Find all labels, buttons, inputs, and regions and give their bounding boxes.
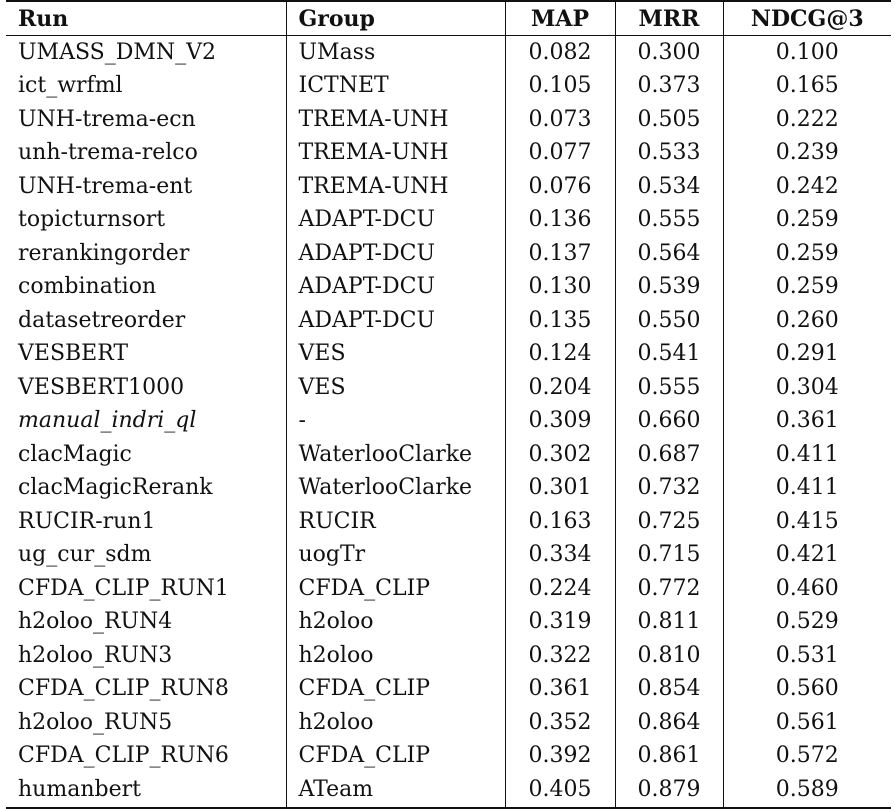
- cell-run: h2oloo_RUN4: [18, 609, 173, 635]
- cell-map: 0.076: [505, 170, 615, 204]
- cell-ndcg3: 0.165: [723, 70, 891, 104]
- table-row: [6, 271, 891, 305]
- cell-run: ug_cur_sdm: [18, 542, 152, 568]
- cell-mrr: 0.555: [615, 204, 723, 238]
- cell-group: TREMA-UNH: [286, 170, 505, 204]
- cell-run: combination: [18, 274, 157, 300]
- cell-run: UMASS_DMN_V2: [18, 39, 217, 65]
- cell-run: unh-trema-relco: [18, 140, 198, 166]
- table-row: [6, 606, 891, 640]
- cell-run: topicturnsort: [18, 207, 166, 233]
- cell-map: 0.352: [505, 706, 615, 740]
- cell-map: 0.322: [505, 639, 615, 673]
- cell-run: CFDA_CLIP_RUN8: [18, 676, 229, 702]
- cell-mrr: 0.725: [615, 505, 723, 539]
- cell-map: 0.301: [505, 472, 615, 506]
- cell-map: 0.163: [505, 505, 615, 539]
- cell-ndcg3: 0.260: [723, 304, 891, 338]
- cell-ndcg3: 0.529: [723, 606, 891, 640]
- header-group: Group: [286, 1, 505, 36]
- cell-mrr: 0.505: [615, 103, 723, 137]
- cell-mrr: 0.864: [615, 706, 723, 740]
- cell-ndcg3: 0.561: [723, 706, 891, 740]
- cell-ndcg3: 0.259: [723, 271, 891, 305]
- cell-run-italic-text: manual_indri_ql: [18, 408, 197, 434]
- cell-group: -: [286, 405, 505, 439]
- cell-map: 0.361: [505, 673, 615, 707]
- cell-map: 0.309: [505, 405, 615, 439]
- cell-map: 0.224: [505, 572, 615, 606]
- cell-ndcg3: 0.589: [723, 773, 891, 808]
- cell-ndcg3: 0.222: [723, 103, 891, 137]
- cell-mrr: 0.564: [615, 237, 723, 271]
- table-row: [6, 773, 891, 808]
- cell-mrr: 0.772: [615, 572, 723, 606]
- table-row: [6, 338, 891, 372]
- header-ndcg3: NDCG@3: [723, 1, 891, 36]
- cell-ndcg3: 0.572: [723, 740, 891, 774]
- table-row: [6, 472, 891, 506]
- cell-ndcg3: 0.242: [723, 170, 891, 204]
- cell-mrr: 0.550: [615, 304, 723, 338]
- cell-map: 0.073: [505, 103, 615, 137]
- cell-map: 0.136: [505, 204, 615, 238]
- table-row: [6, 740, 891, 774]
- cell-map: 0.137: [505, 237, 615, 271]
- header-map: MAP: [505, 1, 615, 36]
- cell-group: ADAPT-DCU: [286, 271, 505, 305]
- cell-run: UNH-trema-ecn: [18, 106, 196, 132]
- cell-ndcg3: 0.411: [723, 472, 891, 506]
- cell-map: 0.135: [505, 304, 615, 338]
- cell-group: CFDA_CLIP: [286, 673, 505, 707]
- cell-mrr: 0.539: [615, 271, 723, 305]
- cell-group: ATeam: [286, 773, 505, 808]
- table-row: [6, 103, 891, 137]
- table-row: [6, 673, 891, 707]
- cell-ndcg3: 0.411: [723, 438, 891, 472]
- cell-run: clacMagicRerank: [18, 475, 213, 501]
- cell-group: ADAPT-DCU: [286, 237, 505, 271]
- cell-mrr: 0.555: [615, 371, 723, 405]
- cell-run: humanbert: [6, 773, 286, 808]
- cell-ndcg3: 0.259: [723, 237, 891, 271]
- cell-ndcg3: 0.421: [723, 539, 891, 573]
- cell-map: 0.105: [505, 70, 615, 104]
- cell-mrr: 0.534: [615, 170, 723, 204]
- cell-run: h2oloo_RUN5: [18, 709, 173, 735]
- cell-map: 0.082: [505, 36, 615, 70]
- header-row: [6, 1, 891, 36]
- cell-ndcg3: 0.304: [723, 371, 891, 405]
- cell-group: UMass: [286, 36, 505, 70]
- cell-map: 0.319: [505, 606, 615, 640]
- cell-group: TREMA-UNH: [286, 103, 505, 137]
- cell-run: CFDA_CLIP_RUN6: [18, 743, 229, 769]
- cell-mrr: 0.687: [615, 438, 723, 472]
- cell-run: rerankingorder: [18, 240, 190, 266]
- cell-group: ADAPT-DCU: [286, 204, 505, 238]
- cell-mrr: 0.373: [615, 70, 723, 104]
- table-row: [6, 237, 891, 271]
- cell-run: VESBERT1000: [18, 374, 185, 400]
- table-row: [6, 137, 891, 171]
- cell-ndcg3: 0.239: [723, 137, 891, 171]
- cell-ndcg3: 0.361: [723, 405, 891, 439]
- cell-group: TREMA-UNH: [286, 137, 505, 171]
- cell-ndcg3: 0.100: [723, 36, 891, 70]
- cell-run: datasetreorder: [18, 307, 186, 333]
- table-row: [6, 204, 891, 238]
- cell-ndcg3: 0.560: [723, 673, 891, 707]
- results-table: [6, 0, 891, 809]
- cell-map: 0.204: [505, 371, 615, 405]
- table-row: [6, 170, 891, 204]
- cell-run: h2oloo_RUN3: [18, 642, 173, 668]
- cell-mrr: 0.811: [615, 606, 723, 640]
- table-row: [6, 371, 891, 405]
- table-row: [6, 572, 891, 606]
- table-row: [6, 36, 891, 70]
- cell-ndcg3: 0.531: [723, 639, 891, 673]
- cell-map: 0.334: [505, 539, 615, 573]
- cell-run: UNH-trema-ent: [18, 173, 193, 199]
- cell-group: WaterlooClarke: [286, 438, 505, 472]
- table-row: [6, 438, 891, 472]
- cell-group: h2oloo: [286, 606, 505, 640]
- cell-mrr: 0.533: [615, 137, 723, 171]
- cell-map: 0.302: [505, 438, 615, 472]
- cell-group: VES: [286, 338, 505, 372]
- cell-ndcg3: 0.460: [723, 572, 891, 606]
- header-run: Run: [6, 1, 286, 36]
- cell-ndcg3: 0.259: [723, 204, 891, 238]
- cell-group: VES: [286, 371, 505, 405]
- cell-group: CFDA_CLIP: [286, 740, 505, 774]
- table-header: [6, 1, 891, 36]
- cell-mrr: 0.861: [615, 740, 723, 774]
- table-row: [6, 639, 891, 673]
- cell-group: uogTr: [286, 539, 505, 573]
- cell-group: ADAPT-DCU: [286, 304, 505, 338]
- cell-run: VESBERT: [18, 341, 129, 367]
- table-row: [6, 70, 891, 104]
- cell-ndcg3: 0.415: [723, 505, 891, 539]
- cell-mrr: 0.732: [615, 472, 723, 506]
- header-mrr: MRR: [615, 1, 723, 36]
- table-body: [6, 36, 891, 808]
- cell-mrr: 0.541: [615, 338, 723, 372]
- cell-map: 0.124: [505, 338, 615, 372]
- cell-group: CFDA_CLIP: [286, 572, 505, 606]
- table-row: [6, 505, 891, 539]
- cell-run: [6, 405, 286, 439]
- cell-map: 0.077: [505, 137, 615, 171]
- cell-map: 0.392: [505, 740, 615, 774]
- cell-group: h2oloo: [286, 639, 505, 673]
- cell-mrr: 0.300: [615, 36, 723, 70]
- cell-mrr: 0.810: [615, 639, 723, 673]
- cell-group: RUCIR: [286, 505, 505, 539]
- cell-mrr: 0.715: [615, 539, 723, 573]
- cell-mrr: 0.854: [615, 673, 723, 707]
- cell-group: h2oloo: [286, 706, 505, 740]
- cell-map: 0.405: [505, 773, 615, 808]
- cell-group: ICTNET: [286, 70, 505, 104]
- cell-run: clacMagic: [18, 441, 132, 467]
- cell-mrr: 0.879: [615, 773, 723, 808]
- cell-mrr: 0.660: [615, 405, 723, 439]
- table-row: [6, 706, 891, 740]
- table-row: [6, 304, 891, 338]
- cell-run: CFDA_CLIP_RUN1: [18, 575, 229, 601]
- cell-map: 0.130: [505, 271, 615, 305]
- cell-ndcg3: 0.291: [723, 338, 891, 372]
- cell-group: WaterlooClarke: [286, 472, 505, 506]
- table-row: [6, 405, 891, 439]
- cell-run: RUCIR-run1: [18, 508, 156, 534]
- cell-run: ict_wrfml: [18, 73, 123, 99]
- table-row: [6, 539, 891, 573]
